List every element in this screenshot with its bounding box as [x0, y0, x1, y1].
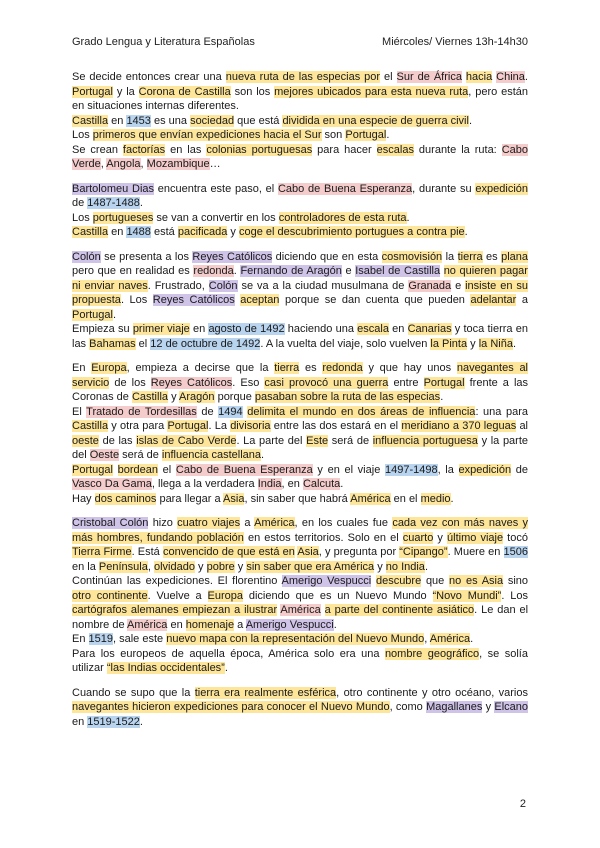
- header-schedule: Miércoles/ Viernes 13h-14h30: [382, 36, 528, 48]
- text-run: porque se dan cuenta que pueden: [279, 294, 471, 306]
- text-run: .: [112, 308, 117, 321]
- highlighted-term: Asia: [223, 492, 245, 505]
- highlighted-term: la Pinta: [430, 337, 468, 350]
- highlighted-term: 1497-1498: [384, 463, 438, 476]
- highlighted-term: América: [350, 492, 391, 505]
- text-line: [72, 182, 528, 211]
- highlighted-term: América: [254, 517, 295, 529]
- document-body: [72, 70, 528, 739]
- text-run: porque: [214, 391, 255, 403]
- highlighted-term: insiste en su propuesta: [72, 279, 528, 306]
- text-run: en estos territorios. Solo en el: [243, 531, 403, 544]
- highlighted-term: Portugal: [345, 129, 387, 141]
- text-line: [72, 492, 528, 507]
- highlighted-term: Castilla: [131, 391, 169, 403]
- highlighted-term: no quieren pagar ni enviar naves: [72, 265, 528, 292]
- highlighted-term: expedición: [458, 463, 512, 476]
- text-run: e: [341, 265, 356, 277]
- text-run: en: [189, 323, 209, 335]
- text-run: y: [194, 560, 207, 573]
- highlighted-term: Cabo de Buena Esperanza: [277, 182, 413, 195]
- text-run: , sin saber que habrá: [244, 492, 351, 505]
- text-run: , la: [437, 463, 459, 476]
- highlighted-term: Cristobal Colón: [72, 517, 149, 529]
- highlighted-term: sociedad: [190, 114, 235, 127]
- text-run: está: [150, 226, 178, 238]
- text-line: [72, 574, 528, 632]
- highlighted-term: divisoria: [230, 420, 271, 432]
- highlighted-term: Asia: [297, 546, 319, 558]
- text-line: [72, 516, 528, 574]
- page-number: 2: [519, 798, 526, 810]
- text-run: encuentra este paso, el: [154, 182, 278, 195]
- highlighted-term: Aragón: [179, 391, 215, 403]
- text-run: , y pregunta por: [318, 546, 400, 558]
- highlighted-term: islas de Cabo Verde: [136, 434, 237, 447]
- paragraph-block: [72, 182, 528, 240]
- text-run: el: [135, 337, 151, 350]
- text-line: [72, 143, 528, 172]
- text-run: en las: [165, 143, 207, 156]
- text-line: [72, 463, 528, 492]
- highlighted-term: otro continente: [72, 589, 148, 602]
- highlighted-term: redonda: [322, 362, 363, 374]
- highlighted-term: pasaban sobre la ruta de las especias: [254, 391, 441, 403]
- text-run: y otra para: [108, 420, 168, 432]
- highlighted-term: factorías: [122, 143, 166, 156]
- highlighted-term: Mozambique: [146, 158, 210, 170]
- highlighted-term: Amerigo Vespucci: [245, 618, 334, 631]
- highlighted-term: tierra: [274, 362, 300, 374]
- text-run: en: [167, 618, 186, 631]
- text-run: .: [233, 265, 241, 277]
- highlighted-term: controladores de esta ruta: [278, 211, 407, 224]
- text-run: y la parte del: [72, 434, 529, 461]
- highlighted-term: Elcano: [494, 701, 528, 713]
- text-run: , se solía utilizar: [72, 647, 528, 674]
- text-run: que: [421, 575, 450, 587]
- highlighted-term: dividida en una especie de guerra civil: [282, 114, 469, 127]
- text-run: sino: [503, 575, 529, 587]
- text-run: será de: [328, 434, 373, 447]
- text-run: el: [380, 71, 397, 83]
- text-run: de los: [109, 376, 151, 389]
- text-line: [72, 322, 528, 351]
- highlighted-term: cada vez con más naves y más hombres, fundando población: [72, 517, 528, 544]
- text-run: Empieza su: [72, 323, 133, 335]
- text-run: . La: [208, 420, 231, 432]
- highlighted-term: influencia portuguesa: [372, 434, 478, 447]
- text-run: . Le dan el nombre de: [72, 604, 529, 631]
- highlighted-term: dos caminos: [94, 492, 157, 505]
- highlighted-term: a parte del continente asiático: [324, 604, 475, 616]
- highlighted-term: adelantar: [470, 294, 517, 306]
- text-run: de las: [98, 434, 137, 447]
- text-run: Hay: [72, 492, 95, 505]
- highlighted-term: expedición: [475, 182, 528, 195]
- text-run: Los: [72, 211, 93, 224]
- text-run: , como: [389, 701, 427, 713]
- text-line: [72, 128, 528, 143]
- text-line: [72, 70, 528, 114]
- text-line: [72, 211, 528, 226]
- text-run: Se decide entonces crear una: [72, 71, 226, 83]
- highlighted-term: delimita el mundo en dos áreas de influencia: [247, 405, 476, 418]
- highlighted-term: 1506: [503, 546, 528, 558]
- text-line: [72, 225, 528, 240]
- text-line: [72, 405, 528, 463]
- highlighted-term: América: [127, 618, 168, 631]
- highlighted-term: Castilla: [72, 114, 109, 127]
- text-run: .: [386, 129, 390, 141]
- text-run: y la: [112, 85, 139, 98]
- text-run: .: [524, 71, 528, 83]
- highlighted-term: Tierra Firme: [72, 546, 132, 558]
- highlighted-term: Magallanes: [426, 701, 483, 713]
- highlighted-term: China: [496, 71, 525, 83]
- text-run: en: [108, 226, 127, 238]
- highlighted-term: redonda: [193, 265, 234, 277]
- highlighted-term: Reyes Católicos: [192, 250, 273, 263]
- highlighted-term: no India: [385, 560, 425, 573]
- text-run: para llegar a: [156, 492, 224, 505]
- highlighted-term: Portugal: [423, 376, 465, 389]
- text-run: .: [468, 114, 473, 127]
- highlighted-term: “Novo Mundi”: [432, 589, 502, 602]
- highlighted-term: 1488: [126, 226, 151, 238]
- highlighted-term: primeros que envían expediciones hacia el Sur: [92, 129, 322, 141]
- highlighted-term: no es Asia: [449, 575, 504, 587]
- highlighted-term: Este: [306, 434, 329, 447]
- text-run: y en el viaje: [312, 463, 385, 476]
- highlighted-term: Vasco Da Gama: [72, 478, 152, 490]
- highlighted-term: Portugal: [167, 420, 209, 432]
- highlighted-term: Europa: [207, 589, 243, 602]
- text-run: y: [374, 560, 386, 573]
- text-run: se van a convertir en los: [153, 211, 279, 224]
- text-run: .: [333, 618, 337, 631]
- text-run: tocó: [503, 531, 528, 544]
- highlighted-term: Cabo Verde: [72, 143, 529, 170]
- highlighted-term: Reyes Católicos: [150, 376, 233, 389]
- highlighted-term: América: [280, 604, 321, 616]
- text-run: Se crean: [72, 143, 123, 156]
- paragraph-block: [72, 516, 528, 676]
- text-run: .: [340, 478, 344, 490]
- text-run: el: [158, 463, 176, 476]
- text-run: Los: [72, 129, 93, 141]
- text-run: .: [139, 715, 143, 728]
- text-run: a: [234, 618, 246, 631]
- highlighted-term: hacia: [465, 71, 493, 83]
- text-run: y: [234, 560, 247, 573]
- highlighted-term: Portugal: [72, 308, 113, 321]
- text-run: . Frustrado,: [147, 279, 209, 292]
- text-run: .: [470, 633, 474, 645]
- highlighted-term: Tratado de Tordesillas: [86, 405, 197, 418]
- text-run: entre las dos estará en el: [270, 420, 402, 432]
- text-run: .: [224, 662, 228, 674]
- text-run: .: [261, 449, 265, 461]
- text-run: , en: [281, 478, 303, 490]
- text-line: [72, 686, 528, 730]
- highlighted-term: agosto de 1492: [208, 323, 285, 335]
- highlighted-term: sin saber que era América: [246, 560, 375, 573]
- highlighted-term: cosmovisión: [381, 250, 443, 263]
- highlighted-term: oeste: [72, 434, 99, 447]
- highlighted-term: Europa: [91, 362, 127, 374]
- highlighted-term: Castilla: [72, 420, 109, 432]
- text-run: .: [464, 226, 468, 238]
- text-run: , en los cuales fue: [294, 517, 393, 529]
- highlighted-term: cuarto: [402, 531, 434, 544]
- highlighted-term: 1519: [88, 633, 113, 645]
- highlighted-term: meridiano a 370 leguas: [401, 420, 517, 432]
- text-line: [72, 632, 528, 647]
- highlighted-term: portugueses: [92, 211, 154, 224]
- highlighted-term: coge el descubrimiento portugues a contra pie: [239, 226, 465, 238]
- text-run: se va a la ciudad musulmana de: [237, 279, 409, 292]
- text-run: En: [72, 362, 92, 374]
- highlighted-term: pobre: [206, 560, 235, 573]
- highlighted-term: plana: [501, 250, 528, 263]
- highlighted-term: influencia castellana: [161, 449, 261, 461]
- highlighted-term: Corona de Castilla: [138, 85, 231, 98]
- text-run: . Los: [501, 589, 528, 602]
- highlighted-term: cartógrafos alemanes empiezan a ilustrar: [72, 604, 278, 616]
- highlighted-term: pacificada: [177, 226, 228, 238]
- text-run: …: [209, 158, 221, 170]
- text-run: .: [512, 337, 517, 350]
- text-run: Para los europeos de aquella época, América solo era una: [72, 647, 385, 660]
- text-run: Cuando se supo que la: [72, 686, 195, 699]
- highlighted-term: América: [429, 633, 471, 645]
- text-run: de: [511, 463, 528, 476]
- highlighted-term: Calcuta: [302, 478, 341, 490]
- paragraph-block: [72, 70, 528, 172]
- text-line: [72, 647, 528, 676]
- text-run: a: [240, 517, 255, 529]
- text-run: . Está: [131, 546, 163, 558]
- text-run: .: [450, 492, 454, 505]
- highlighted-term: colonias portuguesas: [206, 143, 313, 156]
- text-run: diciendo que es un Nuevo Mundo: [242, 589, 433, 602]
- text-run: durante la ruta:: [413, 143, 502, 156]
- paragraph-block: [72, 686, 528, 730]
- highlighted-term: convencido de que está en: [162, 546, 295, 558]
- highlighted-term: Bartolomeu Dias: [72, 182, 155, 195]
- highlighted-term: Castilla: [72, 226, 109, 238]
- highlighted-term: Amerigo Vespucci: [281, 575, 372, 587]
- text-run: haciendo una: [284, 323, 358, 335]
- highlighted-term: Colón: [72, 250, 101, 263]
- highlighted-term: Portugal: [72, 85, 113, 98]
- text-run: , pero están en situaciones internas diferentes.: [72, 85, 528, 112]
- highlighted-term: casi provocó una guerra: [264, 376, 389, 389]
- text-run: . Los: [120, 294, 153, 306]
- text-run: Continúan las expediciones. El florentino: [72, 575, 282, 587]
- text-run: será de: [119, 449, 162, 461]
- paragraph-block: [72, 250, 528, 352]
- text-run: , durante su: [412, 182, 476, 195]
- text-run: En: [72, 633, 89, 645]
- highlighted-term: 12 de octubre de 1492: [150, 337, 261, 350]
- text-run: y que hay unos: [362, 362, 457, 374]
- text-run: .: [406, 211, 410, 224]
- highlighted-term: Fernando de Aragón: [240, 265, 342, 277]
- highlighted-term: Colón: [208, 279, 238, 292]
- text-run: . Eso: [232, 376, 265, 389]
- text-run: es una: [150, 114, 191, 127]
- highlighted-term: 1453: [126, 114, 151, 127]
- highlighted-term: Reyes Católicos: [152, 294, 235, 306]
- text-run: . Muere en: [447, 546, 504, 558]
- highlighted-term: navegantes hicieron expediciones para conocer el Nuevo Mundo: [72, 701, 390, 713]
- highlighted-term: Oeste: [89, 449, 120, 461]
- text-run: para hacer: [312, 143, 377, 156]
- text-run: y: [482, 701, 495, 713]
- text-run: : una para: [475, 405, 528, 418]
- highlighted-term: Bahamas: [89, 337, 136, 350]
- highlighted-term: 1487-1488: [87, 197, 140, 209]
- text-run: El: [72, 405, 87, 418]
- text-run: en: [108, 114, 127, 127]
- text-line: [72, 114, 528, 129]
- text-run: y: [227, 226, 239, 238]
- text-run: pero que en realidad es: [72, 265, 194, 277]
- highlighted-term: descubre: [375, 575, 422, 587]
- text-run: ,: [147, 560, 154, 573]
- text-run: , otro continente y otro océano, varios: [336, 686, 528, 699]
- highlighted-term: olvidado: [153, 560, 195, 573]
- text-run: . Vuelve a: [147, 589, 208, 602]
- highlighted-term: India: [257, 478, 282, 490]
- highlighted-term: último viaje: [447, 531, 504, 544]
- text-run: en: [388, 323, 408, 335]
- text-run: frente a las Coronas de: [72, 376, 529, 403]
- highlighted-term: nuevo mapa con la representación del Nuevo Mundo: [166, 633, 425, 645]
- text-run: entre: [388, 376, 424, 389]
- text-run: y: [168, 391, 180, 403]
- highlighted-term: 1494: [218, 405, 243, 418]
- text-run: .: [139, 197, 143, 209]
- highlighted-term: Canarias: [407, 323, 452, 335]
- text-run: en el: [390, 492, 421, 505]
- highlighted-term: Sur de África: [396, 71, 462, 83]
- highlighted-term: escalas: [376, 143, 414, 156]
- text-run: y: [467, 337, 479, 350]
- header-course: Grado Lengua y Literatura Españolas: [72, 36, 255, 48]
- text-run: ,: [100, 158, 107, 170]
- highlighted-term: 1519-1522: [87, 715, 140, 728]
- paragraph-block: [72, 361, 528, 506]
- text-run: al: [516, 420, 529, 432]
- text-run: en: [72, 715, 88, 728]
- highlighted-term: Cabo de Buena Esperanza: [175, 463, 313, 476]
- text-run: ,: [140, 158, 147, 170]
- text-run: en la: [72, 560, 99, 573]
- text-run: .: [440, 391, 444, 403]
- highlighted-term: primer viaje: [132, 323, 190, 335]
- text-run: , llega a la verdadera: [151, 478, 258, 490]
- text-run: , sale este: [113, 633, 167, 645]
- highlighted-term: aceptan: [240, 294, 280, 306]
- highlighted-term: tierra: [457, 250, 483, 263]
- highlighted-term: escala: [357, 323, 389, 335]
- text-line: [72, 250, 528, 323]
- text-run: , empieza a decirse que la: [126, 362, 275, 374]
- highlighted-term: Isabel de Castilla: [355, 265, 441, 277]
- text-run: . La parte del: [236, 434, 307, 447]
- text-run: . A la vuelta del viaje, solo vuelven: [260, 337, 431, 350]
- highlighted-term: bordean: [117, 463, 159, 476]
- text-run: es: [299, 362, 323, 374]
- text-line: [72, 361, 528, 405]
- highlighted-term: tierra era realmente esférica: [194, 686, 337, 699]
- text-run: y toca tierra en las: [72, 323, 528, 350]
- highlighted-term: mejores ubicados para esta nueva ruta: [274, 85, 469, 98]
- highlighted-term: nueva ruta de las especias por: [225, 71, 381, 83]
- text-run: se presenta a los: [100, 250, 193, 263]
- text-run: [113, 464, 118, 476]
- highlighted-term: “las Indias occidentales”: [106, 662, 225, 674]
- highlighted-term: Península: [98, 560, 148, 573]
- text-run: son los: [230, 85, 275, 98]
- highlighted-term: Angola: [106, 158, 141, 170]
- text-run: de: [196, 405, 219, 418]
- highlighted-term: medio: [420, 492, 451, 505]
- highlighted-term: Granada: [408, 279, 452, 292]
- highlighted-term: navegantes al servicio: [72, 362, 529, 389]
- text-run: la: [442, 250, 458, 263]
- text-run: ,: [424, 633, 430, 645]
- text-run: y: [433, 531, 448, 544]
- text-run: .: [424, 560, 428, 573]
- text-run: a: [516, 294, 528, 306]
- text-run: e: [451, 279, 466, 292]
- highlighted-term: cuatro viajes: [177, 517, 241, 529]
- text-run: hizo: [148, 517, 178, 529]
- highlighted-term: nombre geográfico: [384, 647, 480, 660]
- highlighted-term: homenaje: [185, 618, 235, 631]
- highlighted-term: la Niña: [478, 337, 513, 350]
- text-run: de: [72, 197, 88, 209]
- text-run: diciendo que en esta: [272, 250, 382, 263]
- highlighted-term: “Cipango”: [399, 546, 448, 558]
- text-run: son: [321, 129, 346, 141]
- text-run: que está: [234, 114, 283, 127]
- text-run: es: [482, 250, 502, 263]
- highlighted-term: Portugal: [72, 463, 113, 476]
